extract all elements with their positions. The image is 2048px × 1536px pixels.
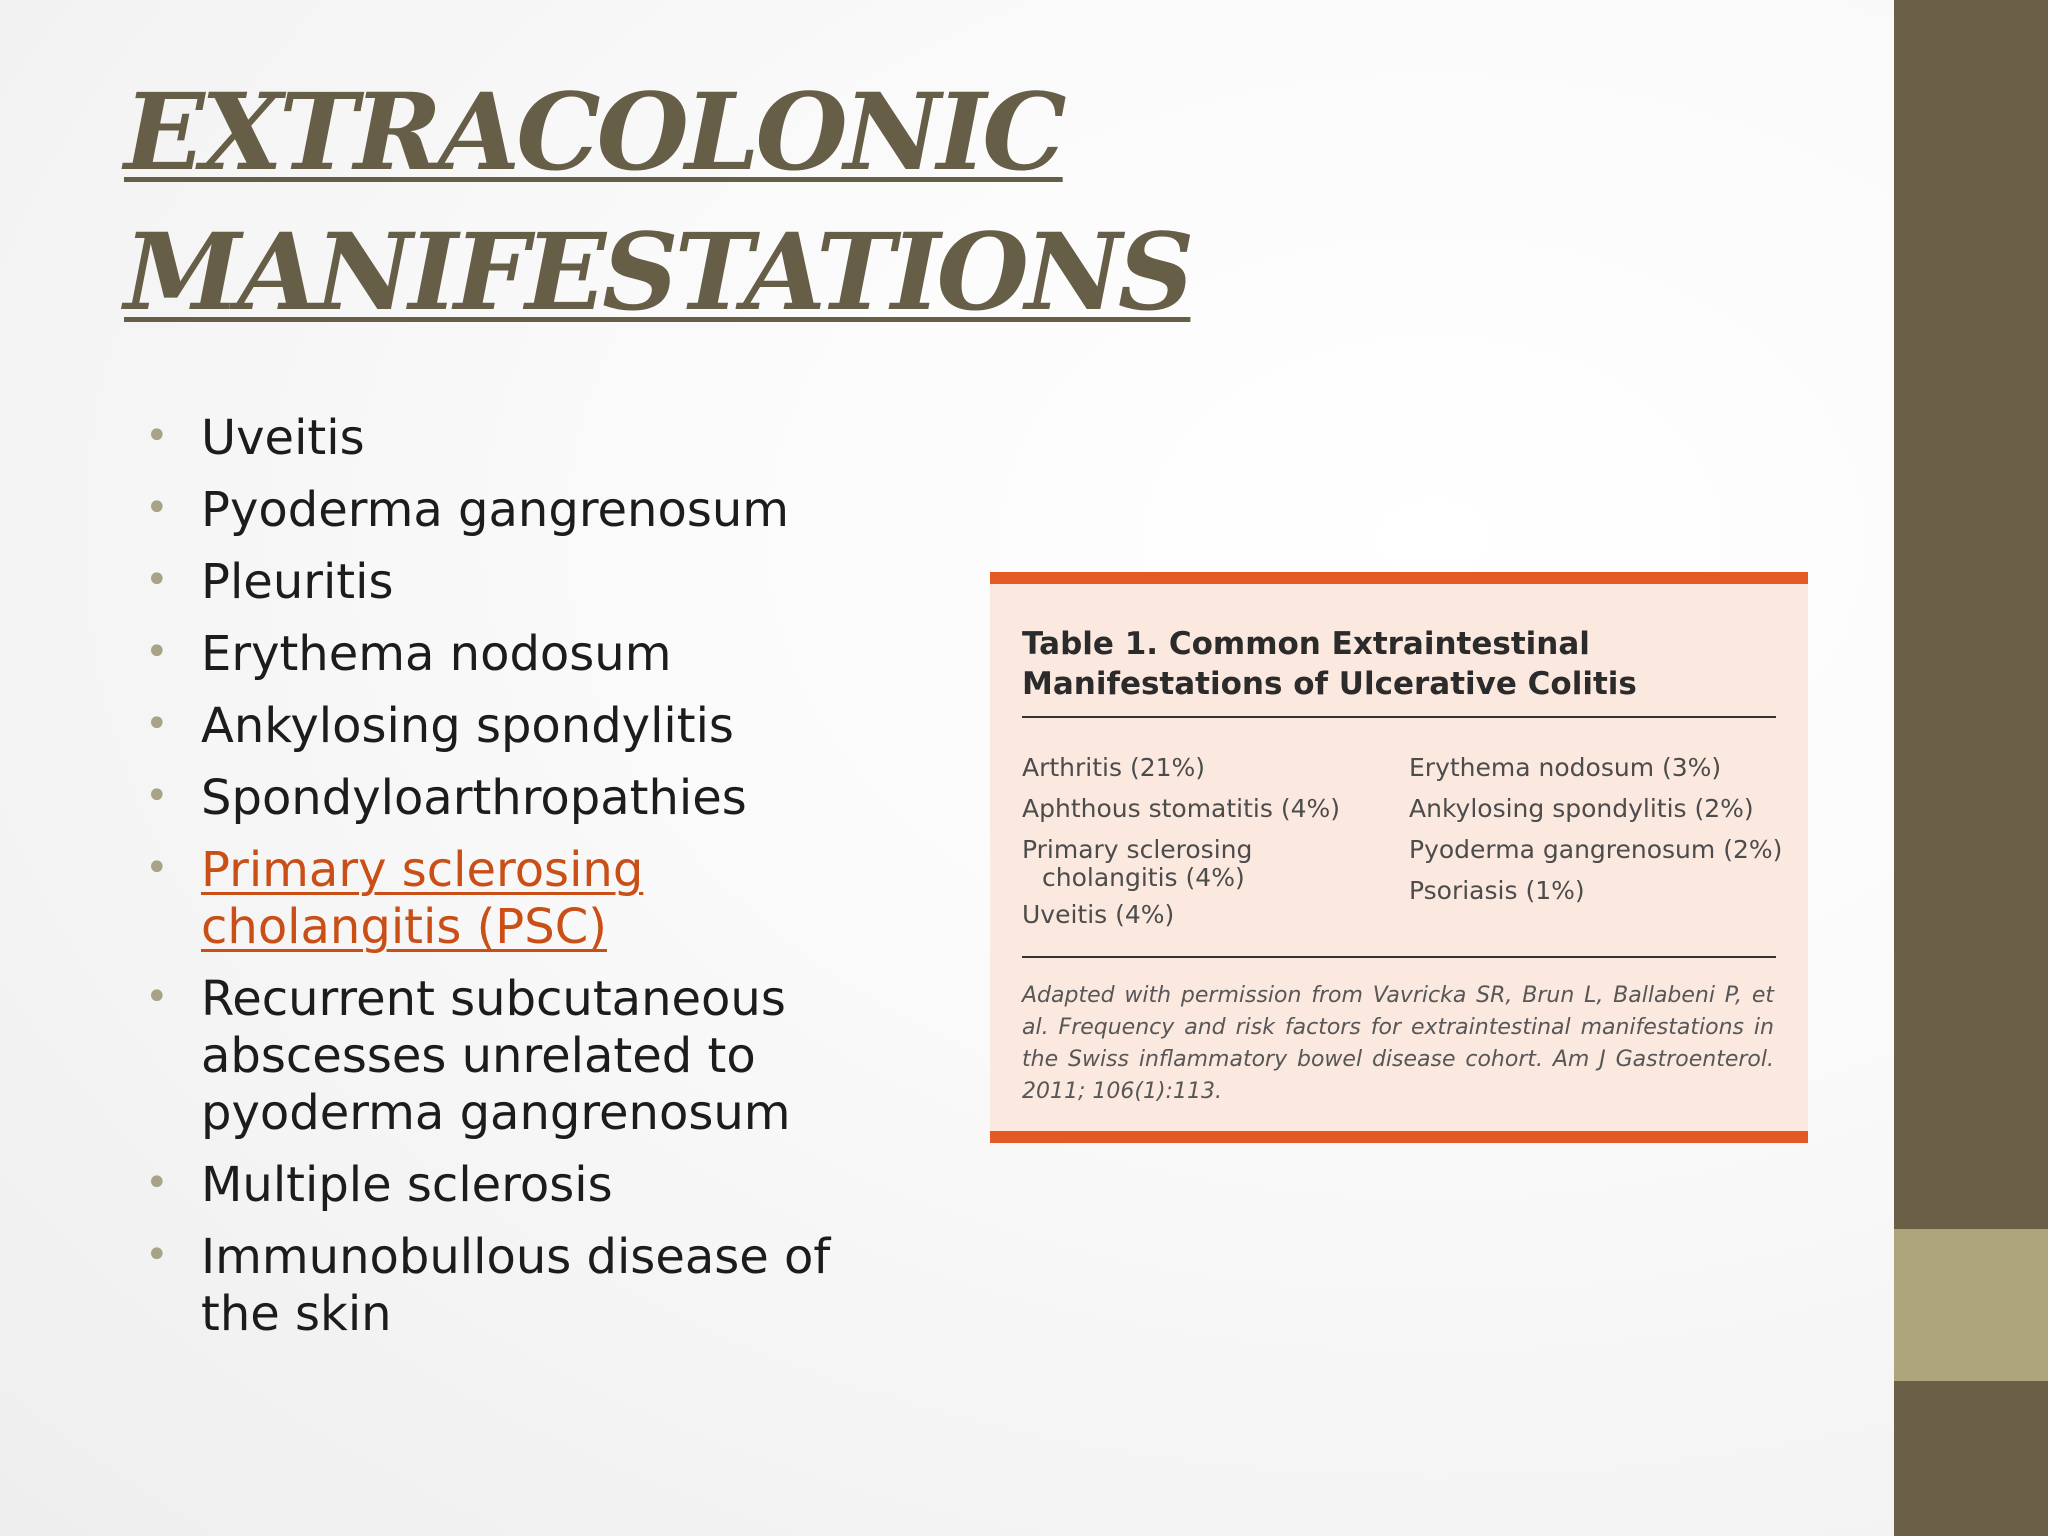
bullet-item	[145, 410, 905, 467]
bullet-item	[145, 1229, 905, 1343]
bullet-item	[145, 482, 905, 539]
bullet-item	[145, 554, 905, 611]
table-entry-line: Primary sclerosing	[1022, 835, 1253, 864]
bullet-item	[145, 626, 905, 683]
table-title-line-1: Table 1. Common Extraintestinal	[1022, 626, 1590, 662]
table-entry-multiline	[1022, 829, 1392, 894]
bullet-text: Pleuritis	[201, 554, 394, 610]
bullet-text: Uveitis	[201, 410, 365, 466]
bullet-item-psc-link	[145, 842, 905, 956]
table-top-rule	[1022, 716, 1776, 718]
table-bottom-rule	[1022, 956, 1776, 958]
table-left-column	[1022, 747, 1392, 935]
bullet-item	[145, 698, 905, 755]
slide-title-line-2: MANIFESTATIONS	[124, 209, 1191, 334]
bullet-text: Erythema nodosum	[201, 626, 672, 682]
slide-title	[124, 62, 1190, 342]
table-entry-line: cholangitis (4%)	[1042, 863, 1245, 892]
bullet-item	[145, 770, 905, 827]
table-entry: Arthritis (21%)	[1022, 753, 1206, 782]
table-title-line-2: Manifestations of Ulcerative Colitis	[1022, 666, 1637, 702]
slide-title-line-1: EXTRACOLONIC	[124, 69, 1063, 194]
bullet-text: Recurrent subcutaneous abscesses unrelated to pyoderma gangrenosum	[201, 971, 791, 1141]
table-entry: Uveitis (4%)	[1022, 900, 1175, 929]
manifestations-bullet-list	[145, 410, 905, 1358]
table-entry: Psoriasis (1%)	[1409, 876, 1585, 905]
table-source-citation: Adapted with permission from Vavricka SR, Brun L, Ballabeni P, et al. Frequency and risk factors for extraintestinal manifestations in the Swiss inflammatory bowel disease cohort. Am J Gastroenterol. 2011; 106(1):113.	[1022, 983, 1774, 1104]
table-entry: Aphthous stomatitis (4%)	[1022, 794, 1341, 823]
psc-link[interactable]: Primary sclerosing cholangitis (PSC)	[201, 842, 644, 955]
bullet-text: Pyoderma gangrenosum	[201, 482, 789, 538]
bullet-text: Immunobullous disease of the skin	[201, 1229, 831, 1342]
bullet-text: Multiple sclerosis	[201, 1157, 613, 1213]
bullet-item	[145, 1157, 905, 1214]
table-entry: Pyoderma gangrenosum (2%)	[1409, 835, 1783, 864]
bullet-text: Spondyloarthropathies	[201, 770, 747, 826]
bullet-item	[145, 971, 905, 1142]
right-band-accent	[1894, 1229, 2048, 1381]
table-entry: Ankylosing spondylitis (2%)	[1409, 794, 1754, 823]
table-right-column	[1409, 747, 1783, 911]
table-entry: Erythema nodosum (3%)	[1409, 753, 1722, 782]
table-title	[1022, 624, 1637, 704]
extraintestinal-manifestations-table-image	[990, 572, 1808, 1143]
bullet-text: Ankylosing spondylitis	[201, 698, 734, 754]
